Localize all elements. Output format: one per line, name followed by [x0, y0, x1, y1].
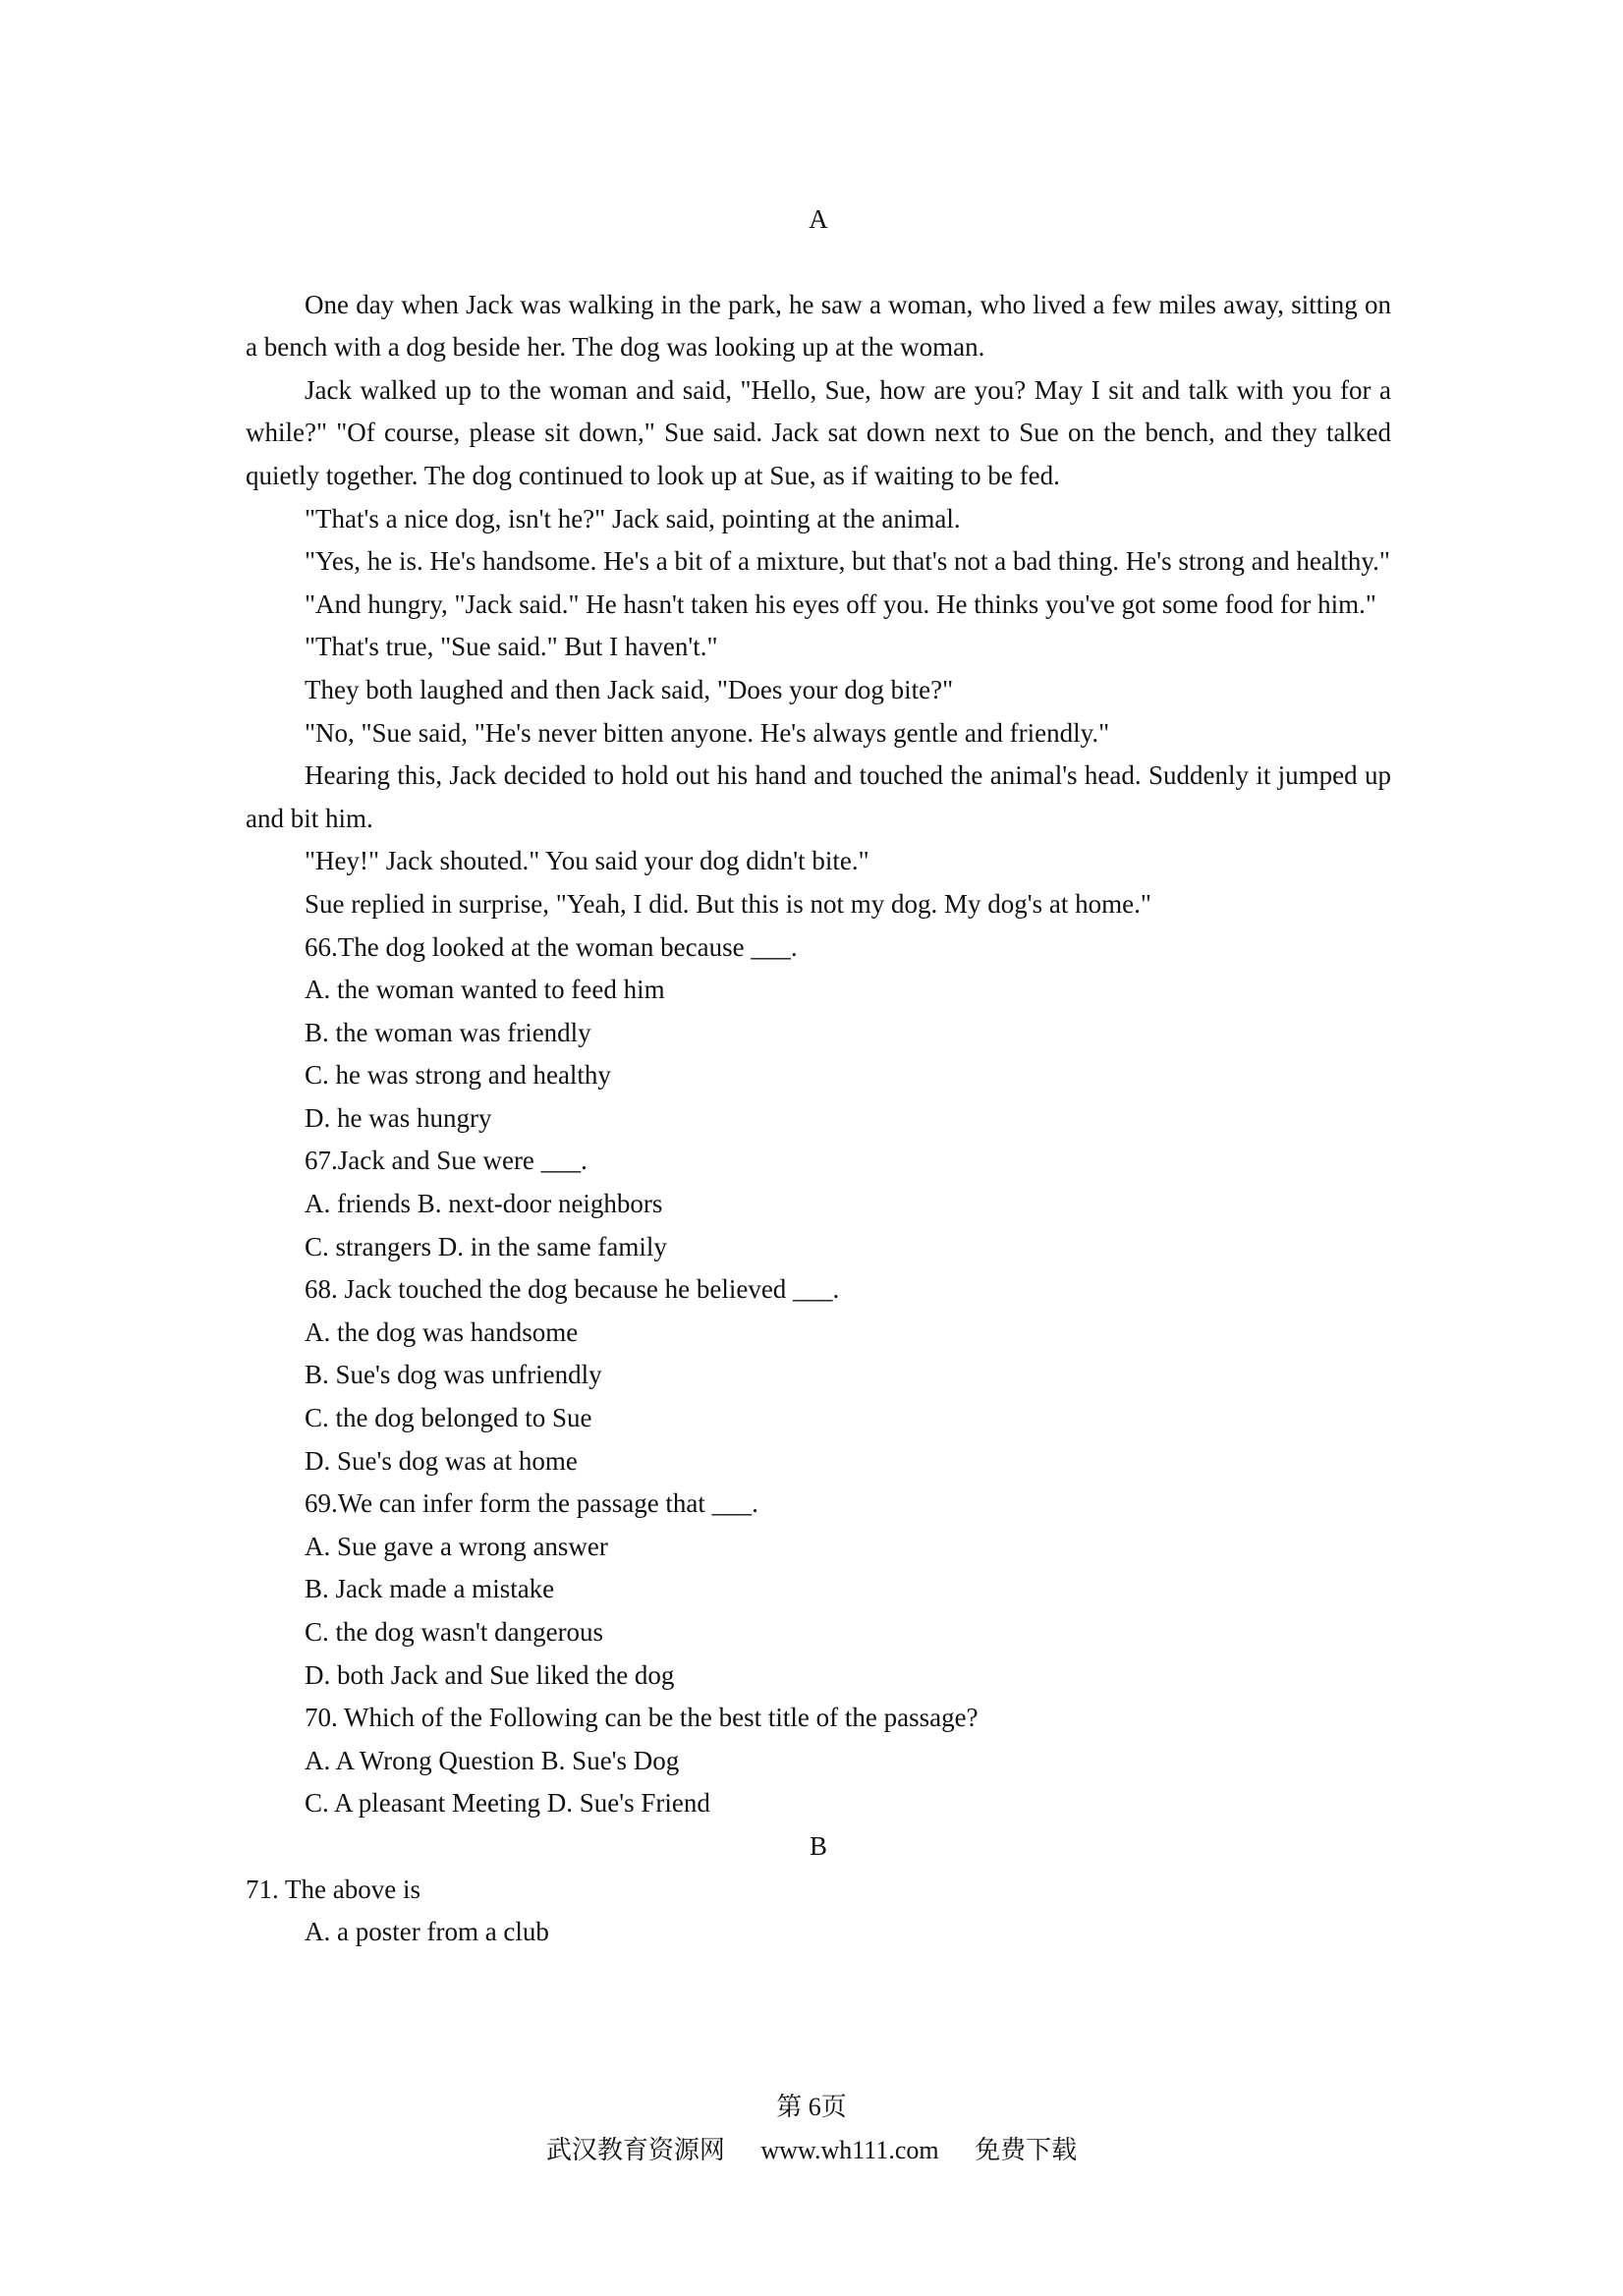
question-70	[246, 1697, 1391, 1825]
passage-a	[246, 284, 1391, 926]
question-69	[246, 1483, 1391, 1697]
answer-option: C. A pleasant Meeting D. Sue's Friend	[305, 1788, 710, 1819]
download-note: 免费下载	[975, 2136, 1078, 2164]
answer-option: C. he was strong and healthy	[305, 1060, 611, 1091]
question-68	[246, 1268, 1391, 1483]
question-stem: 69.We can infer form the passage that ___.	[305, 1488, 758, 1519]
answer-option: A. a poster from a club	[305, 1917, 549, 1947]
question-stem: 68. Jack touched the dog because he believed ___.	[305, 1274, 840, 1305]
answer-option: B. Jack made a mistake	[305, 1574, 555, 1604]
passage-paragraph: "That's a nice dog, isn't he?" Jack said, pointing at the animal.	[305, 503, 961, 533]
passage-paragraph: One day when Jack was walking in the park, he saw a woman, who lived a few miles away, sitting on a bench with a dog beside her. The dog was looking up at the woman.	[246, 289, 1391, 363]
section-a-heading: A	[809, 204, 828, 234]
question-stem: 70. Which of the Following can be the best title of the passage?	[305, 1703, 979, 1733]
passage-paragraph: "That's true, "Sue said." But I haven't."	[305, 632, 718, 662]
answer-option: D. he was hungry	[305, 1102, 492, 1133]
passage-paragraph: Hearing this, Jack decided to hold out his hand and touched the animal's head. Suddenly it jumped up and bit him.	[246, 760, 1391, 833]
answer-option: A. Sue gave a wrong answer	[305, 1531, 608, 1561]
passage-paragraph: "No, "Sue said, "He's never bitten anyone. He's always gentle and friendly."	[305, 717, 1110, 748]
page-content	[246, 0, 1391, 1954]
question-66	[246, 926, 1391, 1141]
answer-option: C. the dog belonged to Sue	[305, 1403, 592, 1433]
answer-option: A. the dog was handsome	[305, 1316, 579, 1347]
section-b-heading: B	[809, 1830, 827, 1861]
site-url: www.wh111.com	[760, 2136, 939, 2164]
page-number: 第 6页	[776, 2093, 847, 2121]
question-stem: 71. The above is	[246, 1874, 420, 1904]
answer-option: C. strangers D. in the same family	[305, 1231, 667, 1261]
answer-option: B. the woman was friendly	[305, 1017, 591, 1047]
passage-paragraph: "And hungry, "Jack said." He hasn't taken his eyes off you. He thinks you've got some food for him."	[305, 588, 1376, 619]
answer-option: A. A Wrong Question B. Sue's Dog	[305, 1745, 680, 1775]
passage-paragraph: "Yes, he is. He's handsome. He's a bit of a mixture, but that's not a bad thing. He's strong and healthy."	[305, 546, 1390, 577]
question-71	[246, 1869, 1391, 1954]
question-stem: 67.Jack and Sue were ___.	[305, 1146, 588, 1176]
site-footer	[0, 2134, 1623, 2167]
passage-paragraph: They both laughed and then Jack said, "Does your dog bite?"	[305, 674, 954, 704]
answer-option: C. the dog wasn't dangerous	[305, 1617, 604, 1647]
answer-option: B. Sue's dog was unfriendly	[305, 1360, 602, 1390]
answer-option: A. the woman wanted to feed him	[305, 975, 665, 1005]
passage-paragraph: Jack walked up to the woman and said, "Hello, Sue, how are you? May I sit and talk with you for a while?" "Of course, please sit down," Sue said. Jack sat down next to Sue on the bench, and they talked quietly together. The dog continued to look up at Sue, as if waiting to be fed.	[246, 374, 1391, 490]
question-67	[246, 1140, 1391, 1268]
answer-option: D. both Jack and Sue liked the dog	[305, 1659, 675, 1690]
site-name: 武汉教育资源网	[545, 2136, 725, 2164]
question-stem: 66.The dog looked at the woman because ___.	[305, 931, 798, 962]
answer-option: D. Sue's dog was at home	[305, 1445, 578, 1476]
answer-option: A. friends B. next-door neighbors	[305, 1189, 663, 1219]
passage-paragraph: "Hey!" Jack shouted." You said your dog didn't bite."	[305, 846, 869, 876]
passage-paragraph: Sue replied in surprise, "Yeah, I did. But this is not my dog. My dog's at home."	[305, 888, 1151, 919]
